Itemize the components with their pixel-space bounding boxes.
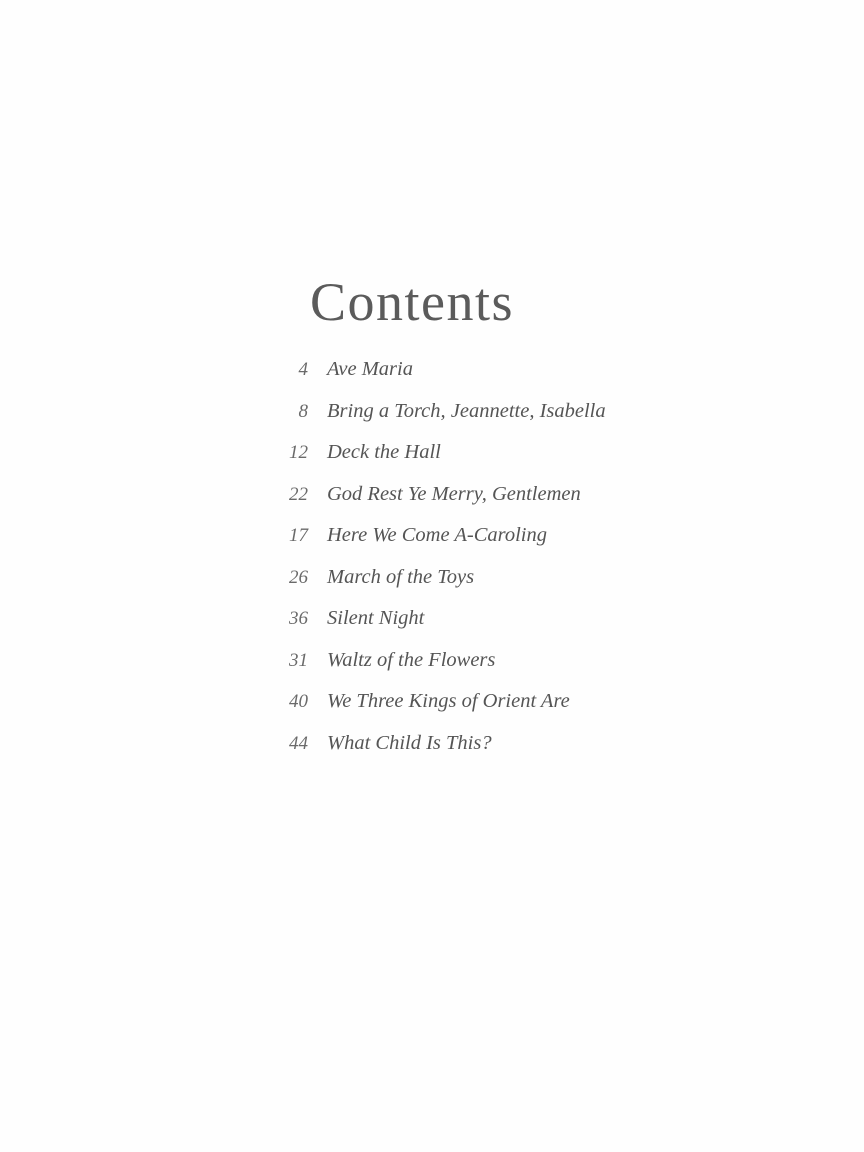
list-item[interactable] — [262, 524, 722, 566]
toc-page-number: 12 — [289, 442, 308, 463]
toc-entry-title: Deck the Hall — [327, 441, 441, 463]
toc-entry-title: Silent Night — [327, 607, 425, 629]
toc-page-number: 36 — [289, 608, 308, 629]
toc-entry-title: What Child Is This? — [327, 731, 492, 754]
list-item[interactable] — [262, 566, 722, 608]
toc-entry-title: Ave Maria — [327, 358, 413, 380]
toc-entry-title: March of the Toys — [327, 565, 475, 588]
list-item[interactable] — [262, 732, 722, 774]
page-title: Contents — [310, 272, 515, 332]
toc-page-number: 4 — [298, 359, 308, 380]
list-item[interactable] — [262, 690, 722, 732]
toc-entry-title: Bring a Torch, Jeannette, Isabella — [327, 399, 606, 422]
toc-page-number: 44 — [289, 732, 308, 754]
table-of-contents-list — [262, 358, 722, 773]
list-item[interactable] — [262, 607, 722, 649]
list-item[interactable] — [262, 649, 722, 691]
toc-page-number: 40 — [289, 691, 308, 712]
toc-page-number: 17 — [289, 525, 308, 546]
toc-page-number: 22 — [289, 483, 308, 505]
toc-page-number: 31 — [289, 649, 308, 671]
list-item[interactable] — [262, 358, 722, 400]
toc-entry-title: Here We Come A-Caroling — [327, 524, 547, 546]
toc-page-number: 8 — [298, 400, 308, 422]
toc-entry-title: We Three Kings of Orient Are — [327, 690, 570, 712]
toc-page-number: 26 — [289, 566, 308, 588]
list-item[interactable] — [262, 483, 722, 525]
list-item[interactable] — [262, 441, 722, 483]
toc-entry-title: God Rest Ye Merry, Gentlemen — [327, 482, 581, 505]
list-item[interactable] — [262, 400, 722, 442]
toc-entry-title: Waltz of the Flowers — [327, 648, 496, 671]
